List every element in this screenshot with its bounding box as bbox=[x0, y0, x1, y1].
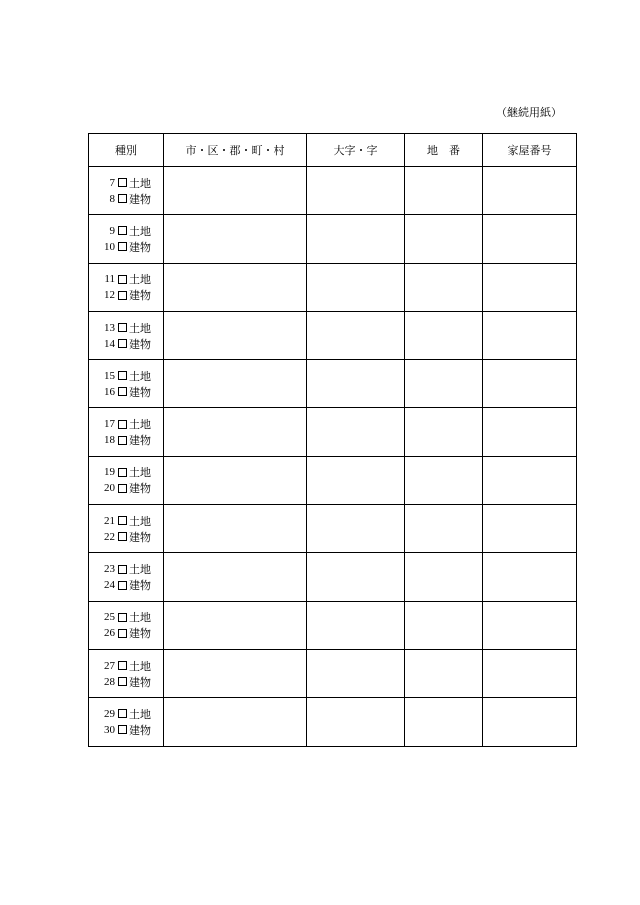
kind-cell bbox=[89, 215, 164, 263]
continuation-sheet-label: （継続用紙） bbox=[496, 107, 562, 119]
house-number-cell bbox=[483, 698, 577, 746]
municipality-cell bbox=[164, 408, 307, 456]
checkbox[interactable] bbox=[118, 532, 127, 541]
kind-option bbox=[89, 191, 163, 207]
kind-cell bbox=[89, 649, 164, 697]
municipality-cell bbox=[164, 360, 307, 408]
kind-label: 土地 bbox=[129, 708, 151, 721]
oaza-cell bbox=[307, 360, 405, 408]
kind-label: 土地 bbox=[129, 564, 151, 577]
kind-option bbox=[89, 432, 163, 448]
municipality-cell bbox=[164, 698, 307, 746]
kind-label: 土地 bbox=[129, 370, 151, 383]
table-row bbox=[89, 456, 577, 504]
lot-number-cell bbox=[405, 408, 483, 456]
oaza-cell bbox=[307, 649, 405, 697]
kind-label: 建物 bbox=[129, 386, 151, 399]
municipality-cell bbox=[164, 601, 307, 649]
kind-cell bbox=[89, 456, 164, 504]
checkbox[interactable] bbox=[118, 242, 127, 251]
item-number: 18 bbox=[104, 434, 115, 447]
house-number-cell bbox=[483, 456, 577, 504]
kind-label: 建物 bbox=[129, 435, 151, 448]
kind-option bbox=[89, 674, 163, 690]
municipality-cell bbox=[164, 263, 307, 311]
oaza-cell bbox=[307, 311, 405, 359]
kind-option bbox=[89, 320, 163, 336]
table-row bbox=[89, 553, 577, 601]
kind-label: 建物 bbox=[129, 241, 151, 254]
kind-label: 土地 bbox=[129, 322, 151, 335]
header-municipality: 市・区・郡・町・村 bbox=[164, 134, 307, 167]
kind-label: 建物 bbox=[129, 580, 151, 593]
kind-label: 建物 bbox=[129, 290, 151, 303]
kind-label: 建物 bbox=[129, 483, 151, 496]
checkbox[interactable] bbox=[118, 226, 127, 235]
oaza-cell bbox=[307, 167, 405, 215]
municipality-cell bbox=[164, 649, 307, 697]
kind-cell bbox=[89, 601, 164, 649]
kind-label: 土地 bbox=[129, 274, 151, 287]
checkbox[interactable] bbox=[118, 178, 127, 187]
kind-label: 建物 bbox=[129, 724, 151, 737]
item-number: 17 bbox=[104, 418, 115, 431]
table-row bbox=[89, 215, 577, 263]
kind-label: 建物 bbox=[129, 628, 151, 641]
municipality-cell bbox=[164, 167, 307, 215]
oaza-cell bbox=[307, 698, 405, 746]
item-number: 21 bbox=[104, 514, 115, 527]
header-oaza: 大字・字 bbox=[307, 134, 405, 167]
header-lot-number: 地 番 bbox=[405, 134, 483, 167]
checkbox[interactable] bbox=[118, 323, 127, 332]
item-number: 10 bbox=[104, 240, 115, 253]
table-row bbox=[89, 311, 577, 359]
checkbox[interactable] bbox=[118, 516, 127, 525]
kind-option bbox=[89, 706, 163, 722]
item-number: 29 bbox=[104, 707, 115, 720]
oaza-cell bbox=[307, 601, 405, 649]
kind-label: 建物 bbox=[129, 531, 151, 544]
lot-number-cell bbox=[405, 698, 483, 746]
table-row bbox=[89, 505, 577, 553]
checkbox[interactable] bbox=[118, 725, 127, 734]
lot-number-cell bbox=[405, 649, 483, 697]
checkbox[interactable] bbox=[118, 275, 127, 284]
property-table bbox=[88, 133, 577, 747]
kind-option bbox=[89, 529, 163, 545]
checkbox[interactable] bbox=[118, 661, 127, 670]
kind-option bbox=[89, 609, 163, 625]
table-row bbox=[89, 698, 577, 746]
kind-cell bbox=[89, 408, 164, 456]
item-number: 8 bbox=[109, 192, 115, 205]
kind-option bbox=[89, 513, 163, 529]
oaza-cell bbox=[307, 553, 405, 601]
kind-label: 土地 bbox=[129, 515, 151, 528]
kind-option bbox=[89, 416, 163, 432]
checkbox[interactable] bbox=[118, 484, 127, 493]
checkbox[interactable] bbox=[118, 339, 127, 348]
lot-number-cell bbox=[405, 167, 483, 215]
kind-cell bbox=[89, 553, 164, 601]
item-number: 16 bbox=[104, 385, 115, 398]
lot-number-cell bbox=[405, 553, 483, 601]
checkbox[interactable] bbox=[118, 613, 127, 622]
table-row bbox=[89, 263, 577, 311]
kind-option bbox=[89, 658, 163, 674]
oaza-cell bbox=[307, 263, 405, 311]
checkbox[interactable] bbox=[118, 629, 127, 638]
item-number: 27 bbox=[104, 659, 115, 672]
kind-option bbox=[89, 464, 163, 480]
checkbox[interactable] bbox=[118, 387, 127, 396]
item-number: 11 bbox=[104, 273, 115, 286]
header-kind: 種別 bbox=[89, 134, 164, 167]
item-number: 9 bbox=[109, 224, 115, 237]
item-number: 7 bbox=[109, 176, 115, 189]
lot-number-cell bbox=[405, 360, 483, 408]
municipality-cell bbox=[164, 505, 307, 553]
kind-option bbox=[89, 223, 163, 239]
house-number-cell bbox=[483, 360, 577, 408]
kind-cell bbox=[89, 167, 164, 215]
kind-option bbox=[89, 287, 163, 303]
municipality-cell bbox=[164, 215, 307, 263]
lot-number-cell bbox=[405, 215, 483, 263]
kind-cell bbox=[89, 505, 164, 553]
house-number-cell bbox=[483, 311, 577, 359]
table-row bbox=[89, 408, 577, 456]
table-row bbox=[89, 167, 577, 215]
kind-option bbox=[89, 577, 163, 593]
municipality-cell bbox=[164, 311, 307, 359]
kind-cell bbox=[89, 263, 164, 311]
item-number: 15 bbox=[104, 369, 115, 382]
municipality-cell bbox=[164, 553, 307, 601]
kind-option bbox=[89, 239, 163, 255]
checkbox[interactable] bbox=[118, 371, 127, 380]
kind-option bbox=[89, 368, 163, 384]
table-row bbox=[89, 360, 577, 408]
checkbox[interactable] bbox=[118, 436, 127, 445]
kind-option bbox=[89, 336, 163, 352]
kind-cell bbox=[89, 360, 164, 408]
house-number-cell bbox=[483, 215, 577, 263]
kind-label: 土地 bbox=[129, 660, 151, 673]
checkbox[interactable] bbox=[118, 581, 127, 590]
kind-option bbox=[89, 175, 163, 191]
item-number: 22 bbox=[104, 530, 115, 543]
kind-option bbox=[89, 271, 163, 287]
kind-option bbox=[89, 384, 163, 400]
item-number: 28 bbox=[104, 675, 115, 688]
lot-number-cell bbox=[405, 311, 483, 359]
lot-number-cell bbox=[405, 601, 483, 649]
lot-number-cell bbox=[405, 263, 483, 311]
item-number: 19 bbox=[104, 466, 115, 479]
kind-label: 土地 bbox=[129, 612, 151, 625]
kind-label: 建物 bbox=[129, 676, 151, 689]
table-body bbox=[89, 167, 577, 747]
item-number: 23 bbox=[104, 563, 115, 576]
house-number-cell bbox=[483, 601, 577, 649]
lot-number-cell bbox=[405, 505, 483, 553]
oaza-cell bbox=[307, 456, 405, 504]
house-number-cell bbox=[483, 408, 577, 456]
checkbox[interactable] bbox=[118, 709, 127, 718]
table-row bbox=[89, 601, 577, 649]
kind-cell bbox=[89, 311, 164, 359]
checkbox[interactable] bbox=[118, 194, 127, 203]
oaza-cell bbox=[307, 215, 405, 263]
municipality-cell bbox=[164, 456, 307, 504]
checkbox[interactable] bbox=[118, 565, 127, 574]
item-number: 30 bbox=[104, 723, 115, 736]
kind-label: 土地 bbox=[129, 177, 151, 190]
oaza-cell bbox=[307, 408, 405, 456]
item-number: 13 bbox=[104, 321, 115, 334]
kind-label: 土地 bbox=[129, 467, 151, 480]
checkbox[interactable] bbox=[118, 420, 127, 429]
checkbox[interactable] bbox=[118, 468, 127, 477]
kind-cell bbox=[89, 698, 164, 746]
kind-label: 土地 bbox=[129, 225, 151, 238]
header-house-number: 家屋番号 bbox=[483, 134, 577, 167]
item-number: 12 bbox=[104, 289, 115, 302]
table-row bbox=[89, 649, 577, 697]
house-number-cell bbox=[483, 167, 577, 215]
house-number-cell bbox=[483, 553, 577, 601]
kind-label: 土地 bbox=[129, 419, 151, 432]
item-number: 26 bbox=[104, 627, 115, 640]
checkbox[interactable] bbox=[118, 291, 127, 300]
kind-option bbox=[89, 722, 163, 738]
kind-label: 建物 bbox=[129, 193, 151, 206]
item-number: 25 bbox=[104, 611, 115, 624]
house-number-cell bbox=[483, 505, 577, 553]
item-number: 20 bbox=[104, 482, 115, 495]
item-number: 24 bbox=[104, 579, 115, 592]
lot-number-cell bbox=[405, 456, 483, 504]
oaza-cell bbox=[307, 505, 405, 553]
house-number-cell bbox=[483, 649, 577, 697]
checkbox[interactable] bbox=[118, 677, 127, 686]
item-number: 14 bbox=[104, 337, 115, 350]
kind-option bbox=[89, 561, 163, 577]
kind-option bbox=[89, 480, 163, 496]
house-number-cell bbox=[483, 263, 577, 311]
kind-label: 建物 bbox=[129, 338, 151, 351]
kind-option bbox=[89, 625, 163, 641]
table-header-row bbox=[89, 134, 577, 167]
